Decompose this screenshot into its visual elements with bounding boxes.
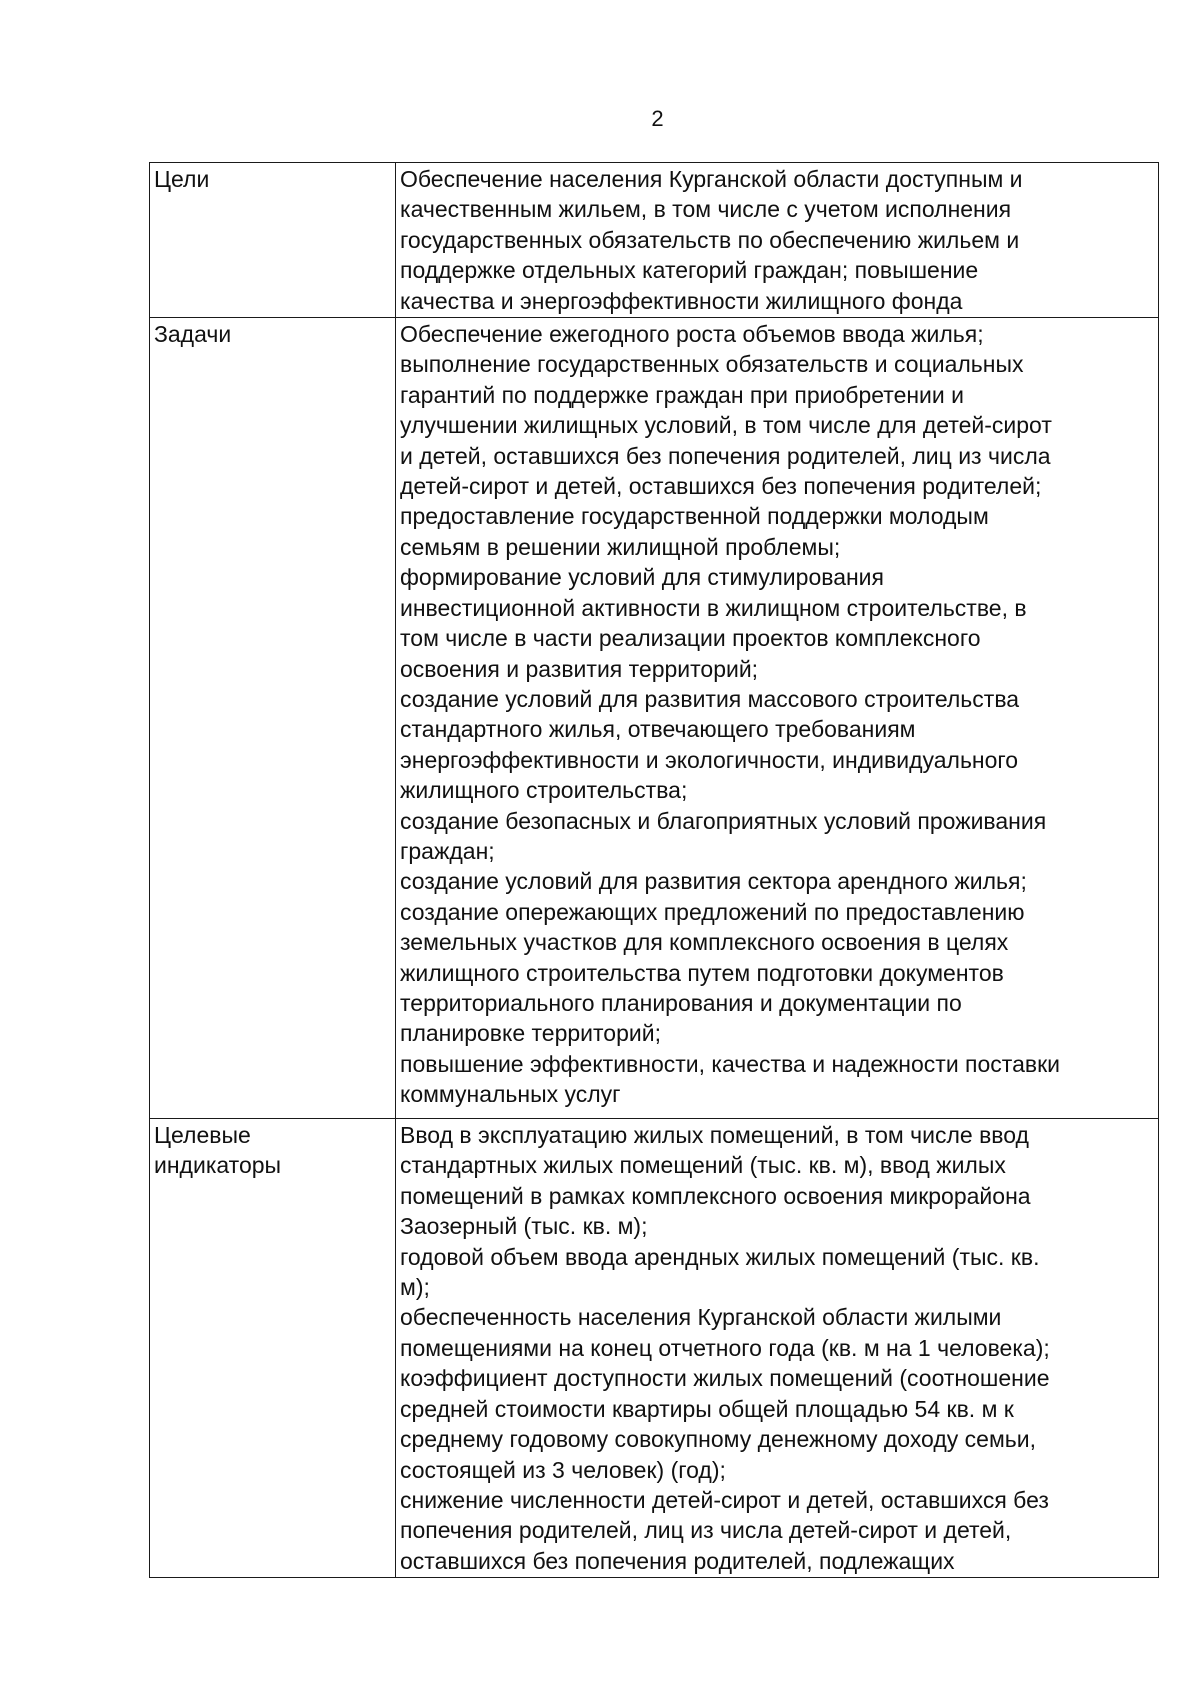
text-line: создание безопасных и благоприятных условий проживания (400, 807, 1047, 834)
text-line: создание условий для развития массового строительства (400, 685, 1020, 712)
text-line: Обеспечение ежегодного роста объемов ввода жилья; (400, 321, 984, 348)
text-line: попечения родителей, лиц из числа детей-сирот и детей, (400, 1517, 1012, 1544)
text-line: государственных обязательств по обеспечению жильем и (400, 226, 1020, 253)
text-line: среднему годовому совокупному денежному доходу семьи, (400, 1426, 1036, 1453)
row-label: Целевые (154, 1122, 251, 1149)
label-cell-goals (150, 163, 396, 318)
text-line: формирование условий для стимулирования (400, 564, 884, 591)
text-line: гарантий по поддержке граждан при приобретении и (400, 381, 964, 408)
content-cell-goals (396, 163, 1159, 318)
text-line: том числе в части реализации проектов комплексного (400, 625, 981, 652)
table-row-goals (150, 163, 1159, 318)
row-label: индикаторы (154, 1152, 282, 1179)
text-line: и детей, оставшихся без попечения родителей, лиц из числа (400, 442, 1051, 469)
text-line: Ввод в эксплуатацию жилых помещений, в том числе ввод (400, 1122, 1029, 1149)
text-line: инвестиционной активности в жилищном строительстве, в (400, 594, 1027, 621)
text-line: детей-сирот и детей, оставшихся без попечения родителей; (400, 473, 1042, 500)
text-line: создание условий для развития сектора арендного жилья; (400, 868, 1027, 895)
text-line: стандартных жилых помещений (тыс. кв. м), ввод жилых (400, 1152, 1006, 1179)
text-line: поддержке отдельных категорий граждан; повышение (400, 257, 979, 284)
row-label: Цели (154, 166, 210, 192)
text-line: коэффициент доступности жилых помещений (соотношение (400, 1365, 1050, 1392)
content-cell-tasks (396, 318, 1159, 1119)
program-passport-table (149, 162, 1159, 1578)
text-line: энергоэффективности и экологичности, индивидуального (400, 746, 1019, 773)
table-row-tasks (150, 318, 1159, 1119)
text-line: оставшихся без попечения родителей, подлежащих (400, 1547, 955, 1574)
text-line: снижение численности детей-сирот и детей, оставшихся без (400, 1486, 1049, 1513)
text-line: средней стоимости квартиры общей площадью 54 кв. м к (400, 1395, 1014, 1422)
text-line: качественным жильем, в том числе с учетом исполнения (400, 196, 1012, 223)
page-number: 2 (651, 106, 664, 131)
label-cell-tasks (150, 318, 396, 1119)
text-line: Заозерный (тыс. кв. м); (400, 1213, 648, 1240)
text-line: освоения и развития территорий; (400, 655, 759, 682)
text-line: жилищного строительства; (400, 777, 688, 804)
text-line: качества и энергоэффективности жилищного фонда (400, 287, 963, 314)
text-line: создание опережающих предложений по предоставлению (400, 898, 1025, 925)
text-line: помещениями на конец отчетного года (кв. м на 1 человека); (400, 1334, 1050, 1361)
label-cell-target-indicators (150, 1119, 396, 1578)
text-line: м); (400, 1274, 430, 1301)
text-line: планировке территорий; (400, 1020, 661, 1047)
text-line: семьям в решении жилищной проблемы; (400, 533, 841, 560)
text-line: повышение эффективности, качества и надежности поставки (400, 1050, 1061, 1077)
text-line: годовой объем ввода арендных жилых помещений (тыс. кв. (400, 1243, 1040, 1270)
text-line: земельных участков для комплексного освоения в целях (400, 929, 1009, 956)
text-line: состоящей из 3 человек) (год); (400, 1456, 726, 1483)
text-line: территориального планирования и документации по (400, 989, 962, 1016)
text-line: граждан; (400, 837, 495, 864)
text-line: предоставление государственной поддержки молодым (400, 503, 989, 530)
text-line: улучшении жилищных условий, в том числе для детей-сирот (400, 412, 1052, 439)
table-row-target-indicators (150, 1119, 1159, 1578)
text-line: помещений в рамках комплексного освоения микрорайона (400, 1182, 1031, 1209)
text-line: Обеспечение населения Курганской области доступным и (400, 166, 1023, 192)
text-line: стандартного жилья, отвечающего требованиям (400, 716, 916, 743)
text-line: жилищного строительства путем подготовки документов (400, 959, 1004, 986)
text-line: коммунальных услуг (400, 1081, 621, 1108)
text-line: обеспеченность населения Курганской области жилыми (400, 1304, 1002, 1331)
row-label: Задачи (154, 321, 232, 348)
content-cell-target-indicators (396, 1119, 1159, 1578)
text-line: выполнение государственных обязательств и социальных (400, 351, 1024, 378)
